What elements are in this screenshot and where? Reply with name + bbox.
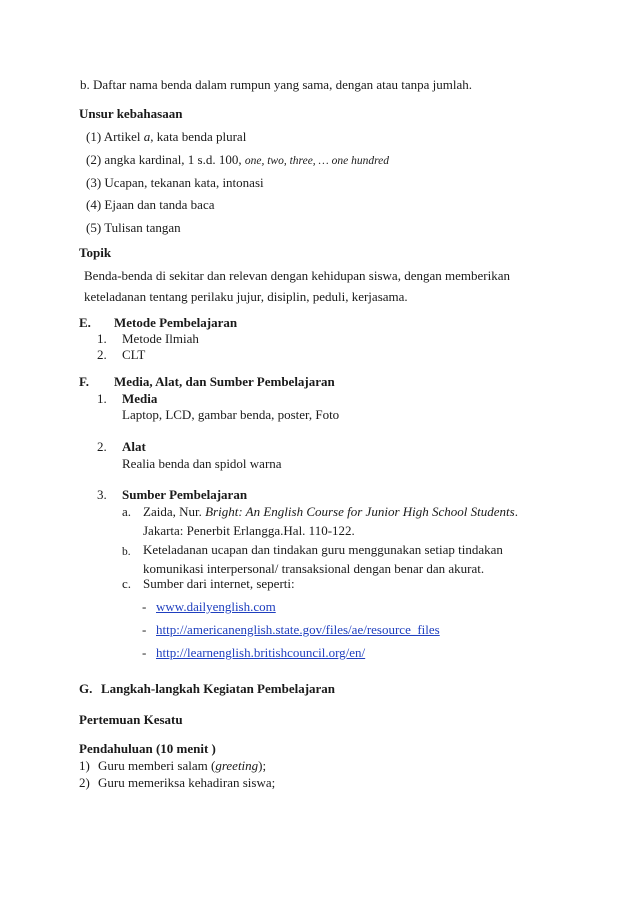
unsur-item-num: (2): [86, 152, 102, 167]
unsur-item-text: angka kardinal, 1 s.d. 100,: [104, 152, 245, 167]
sumber-c-text: Sumber dari internet, seperti:: [143, 576, 295, 591]
unsur-item-text-end: , kata benda plural: [150, 129, 247, 144]
metode-item-text: CLT: [122, 347, 146, 362]
sumber-c-label: c.: [122, 576, 132, 591]
unsur-item-text: Tulisan tangan: [104, 220, 181, 235]
sumber-a-author: Zaida, Nur.: [143, 504, 206, 519]
media-text: Laptop, LCD, gambar benda, poster, Foto: [122, 407, 340, 422]
pertemuan-heading: Pertemuan Kesatu: [79, 712, 183, 727]
unsur-item-num: (3): [86, 175, 102, 190]
pendahuluan-item-end: );: [258, 758, 267, 773]
pendahuluan-heading: Pendahuluan (10 menit ): [79, 741, 216, 756]
pendahuluan-item-text: Guru memberi salam (: [98, 758, 216, 773]
unsur-item-1: [86, 129, 246, 145]
link-americanenglish[interactable]: http://americanenglish.state.gov/files/ae/resource_files: [156, 622, 440, 637]
media-heading: Media, Alat, dan Sumber Pembelajaran: [114, 374, 335, 389]
metode-heading: Metode Pembelajaran: [114, 315, 238, 330]
topik-line-1: Benda-benda di sekitar dan relevan dengan kehidupan siswa, dengan memberikan: [84, 268, 510, 283]
metode-item-num: 2.: [97, 347, 107, 362]
metode-item-num: 1.: [97, 331, 107, 346]
sumber-num: 3.: [97, 487, 107, 502]
sumber-b-label: b.: [122, 546, 131, 558]
sumber-a-title: Bright: An English Course for Junior High School Students: [205, 504, 515, 519]
metode-letter: E.: [79, 315, 91, 330]
unsur-item-3: [86, 175, 264, 191]
unsur-item-num: (1): [86, 129, 102, 144]
media-title: Media: [122, 391, 158, 406]
media-letter: F.: [79, 374, 89, 389]
topik-heading: Topik: [79, 245, 112, 260]
unsur-item-text: Artikel: [103, 129, 144, 144]
unsur-item-italic: a: [143, 129, 151, 144]
pendahuluan-item-2: Guru memeriksa kehadiran siswa;: [98, 775, 276, 790]
unsur-item-4: [86, 197, 215, 213]
langkah-heading: Langkah-langkah Kegiatan Pembelajaran: [101, 681, 336, 696]
sumber-b-line-2: komunikasi interpersonal/ transaksional dengan benar dan akurat.: [143, 561, 485, 576]
sumber-title: Sumber Pembelajaran: [122, 487, 248, 502]
link-dash: -: [142, 622, 147, 637]
unsur-item-2: [86, 152, 389, 169]
link-britishcouncil[interactable]: http://learnenglish.britishcouncil.org/en/: [156, 645, 366, 660]
link-dash: -: [142, 599, 147, 614]
pendahuluan-item-italic: greeting: [215, 758, 259, 773]
media-num: 1.: [97, 391, 107, 406]
unsur-item-text: Ejaan dan tanda baca: [104, 197, 215, 212]
section-b-line: b. Daftar nama benda dalam rumpun yang sama, dengan atau tanpa jumlah.: [80, 77, 473, 92]
metode-item-text: Metode Ilmiah: [122, 331, 199, 346]
sumber-a-line-2: Jakarta: Penerbit Erlangga.Hal. 110-122.: [143, 523, 355, 538]
unsur-item-5: [86, 220, 181, 236]
unsur-item-num: (4): [86, 197, 102, 212]
link-dash: -: [142, 645, 147, 660]
alat-text: Realia benda dan spidol warna: [122, 456, 282, 471]
alat-num: 2.: [97, 439, 107, 454]
unsur-item-italic: one, two, three, … one hundred: [244, 155, 390, 167]
pendahuluan-item-1: [98, 758, 266, 774]
pendahuluan-item-num: 2): [79, 775, 90, 790]
unsur-item-text: Ucapan, tekanan kata, intonasi: [104, 175, 264, 190]
sumber-a-label: a.: [122, 504, 132, 519]
sumber-b-line-1: Keteladanan ucapan dan tindakan guru menggunakan setiap tindakan: [143, 542, 503, 557]
langkah-letter: G.: [79, 681, 93, 696]
sumber-a-end: .: [514, 504, 518, 519]
unsur-item-num: (5): [86, 220, 102, 235]
topik-line-2: keteladanan tentang perilaku jujur, disiplin, peduli, kerjasama.: [84, 289, 408, 304]
link-dailyenglish[interactable]: www.dailyenglish.com: [156, 599, 276, 614]
sumber-a-line-1: [143, 504, 518, 520]
unsur-heading: Unsur kebahasaan: [79, 106, 183, 121]
alat-title: Alat: [122, 439, 146, 454]
pendahuluan-item-num: 1): [79, 758, 90, 773]
